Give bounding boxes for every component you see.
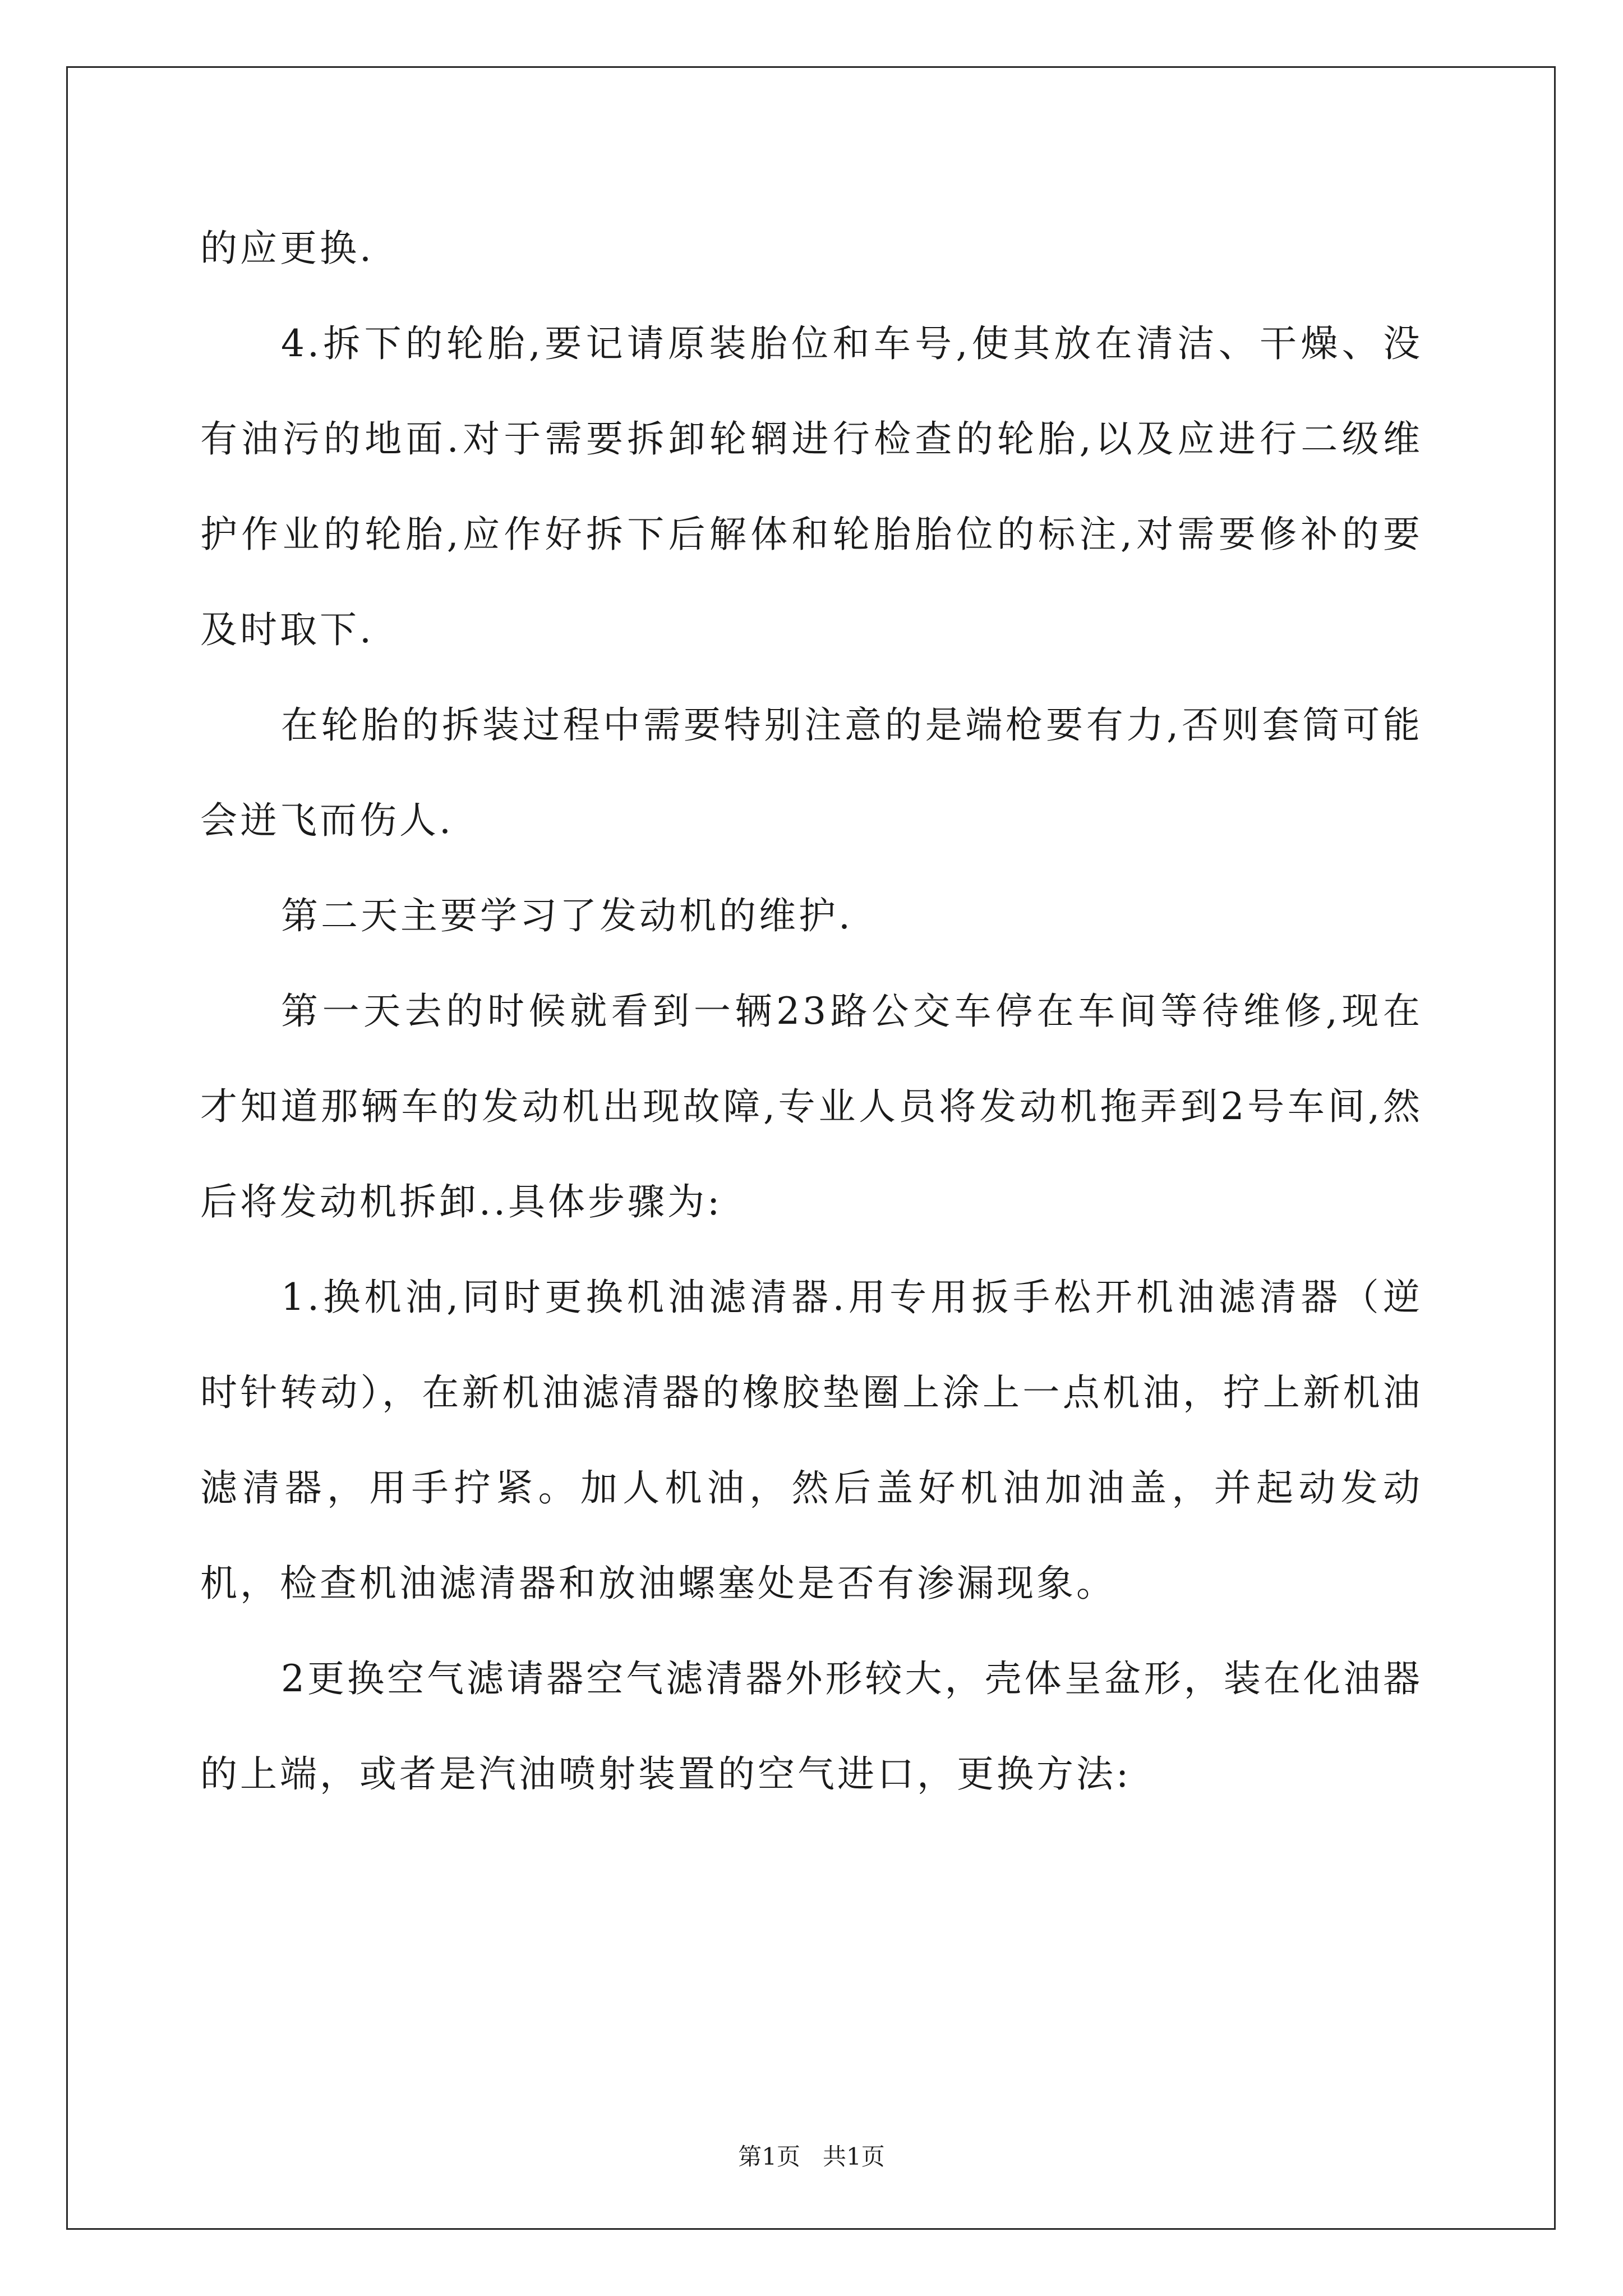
paragraph-3: 在轮胎的拆装过程中需要特别注意的是端枪要有力,否则套筒可能会迸飞而伤人. (200, 703, 1423, 842)
paragraph-2: 4.拆下的轮胎,要记请原装胎位和车号,使其放在清洁、干燥、没有油污的地面.对于需要拆卸轮辋进行检查的轮胎,以及应进行二级维护作业的轮胎,应作好拆下后解体和轮胎胎位的标注,对需要修补的要及时取下. (200, 322, 1423, 651)
paragraph-4: 第二天主要学习了发动机的维护. (281, 894, 853, 937)
page-number-footer: 第1页 共1页 (738, 2143, 885, 2170)
paragraph-7: 2更换空气滤请器空气滤清器外形较大，壳体呈盆形，装在化油器的上端，或者是汽油喷射装置的空气进口，更换方法: (200, 1657, 1423, 1796)
document-body (200, 201, 1423, 1822)
paragraph-5: 第一天去的时候就看到一辆23路公交车停在车间等待维修,现在才知道那辆车的发动机出现故障,专业人员将发动机拖弄到2号车间,然后将发动机拆卸..具体步骤为: (200, 990, 1423, 1223)
paragraph-1: 的应更换. (200, 227, 374, 270)
paragraph-6: 1.换机油,同时更换机油滤清器.用专用扳手松开机油滤清器（逆时针转动），在新机油滤清器的橡胶垫圈上涂上一点机油，拧上新机油滤清器，用手拧紧。加人机油，然后盖好机油加油盖，并起动发动机，检查机油滤清器和放油螺塞处是否有渗漏现象。 (200, 1276, 1423, 1605)
